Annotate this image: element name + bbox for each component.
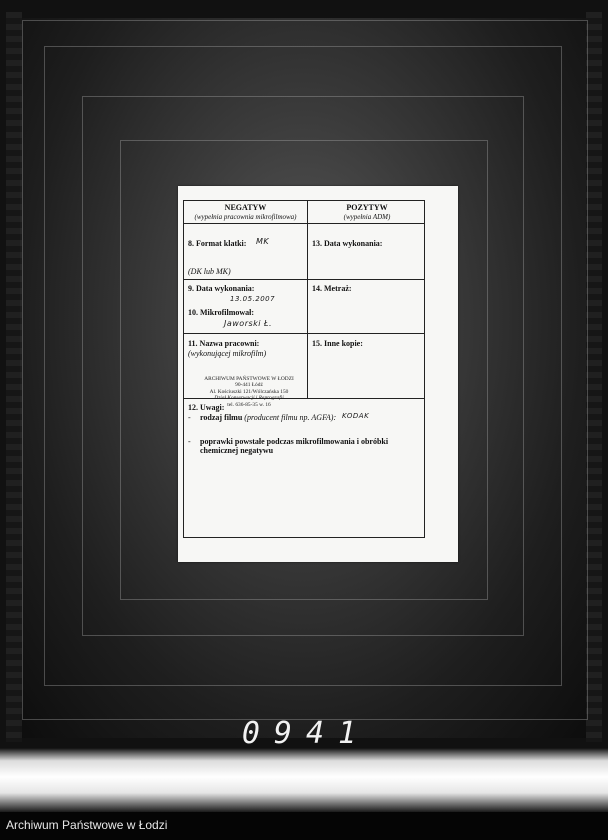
remarks-item-corrections: poprawki powstałe podczas mikrofilmowania i obróbki chemicznej negatywu [200, 437, 389, 456]
format-value: MK [256, 237, 270, 246]
format-note: (DK lub MK) [188, 267, 231, 276]
pozytyw-title: POZYTYW [346, 203, 388, 212]
frame-number: 0941 [241, 716, 371, 751]
date-13-label: 13. Data wykonania: [312, 239, 383, 248]
row-divider [184, 333, 424, 334]
metadata-card [178, 186, 458, 562]
studio-sub: (wykonującej mikrofilm) [188, 349, 267, 358]
film-type-note: (producent filmu np. AGFA): [244, 413, 337, 422]
date-9-label: 9. Data wykonania: [188, 284, 255, 293]
filmed-by-label: 10. Mikrofilmował: [188, 308, 255, 317]
column-divider [307, 201, 308, 398]
pozytyw-subtitle: (wypełnia ADM) [343, 213, 391, 221]
film-type-value: KODAK [342, 412, 370, 420]
footer-archive-name: Archiwum Państwowe w Łodzi [6, 818, 168, 832]
negatyw-subtitle: (wypełnia pracownia mikrofilmowa) [194, 213, 297, 221]
stamp-line: Al. Kościuszki 121/Wólczańska 150 [209, 388, 289, 395]
stamp-line: tel. 636-85-35 w. 16 [227, 401, 271, 408]
stamp-line: ARCHIWUM PAŃSTWOWE W ŁODZI [204, 376, 294, 382]
remarks-label: 12. Uwagi: [188, 403, 225, 412]
format-label: 8. Format klatki: [188, 239, 247, 248]
film-edge-right [586, 12, 602, 742]
stamp-line: 90-441 Łódź [235, 382, 263, 389]
card-grid [183, 200, 425, 538]
stamp-line: Dział Konserwacji i Reprografii [214, 395, 284, 402]
film-type-label: rodzaj filmu [200, 413, 243, 422]
other-copies-label: 15. Inne kopie: [312, 339, 363, 348]
institution-stamp [197, 376, 301, 408]
film-light-band [0, 748, 608, 812]
row-divider [184, 279, 424, 280]
footer-bar [0, 812, 608, 840]
negatyw-title: NEGATYW [224, 203, 267, 212]
filmed-by-value: Jaworski Ł. [224, 319, 273, 328]
remarks-dash: - [188, 413, 191, 422]
date-9-value: 13.05.2007 [230, 295, 276, 303]
studio-label: 11. Nazwa pracowni: [188, 339, 260, 348]
metraz-label: 14. Metraż: [312, 284, 352, 293]
remarks-dash: - [188, 437, 191, 446]
row-divider [184, 223, 424, 224]
film-edge-left [6, 12, 22, 742]
